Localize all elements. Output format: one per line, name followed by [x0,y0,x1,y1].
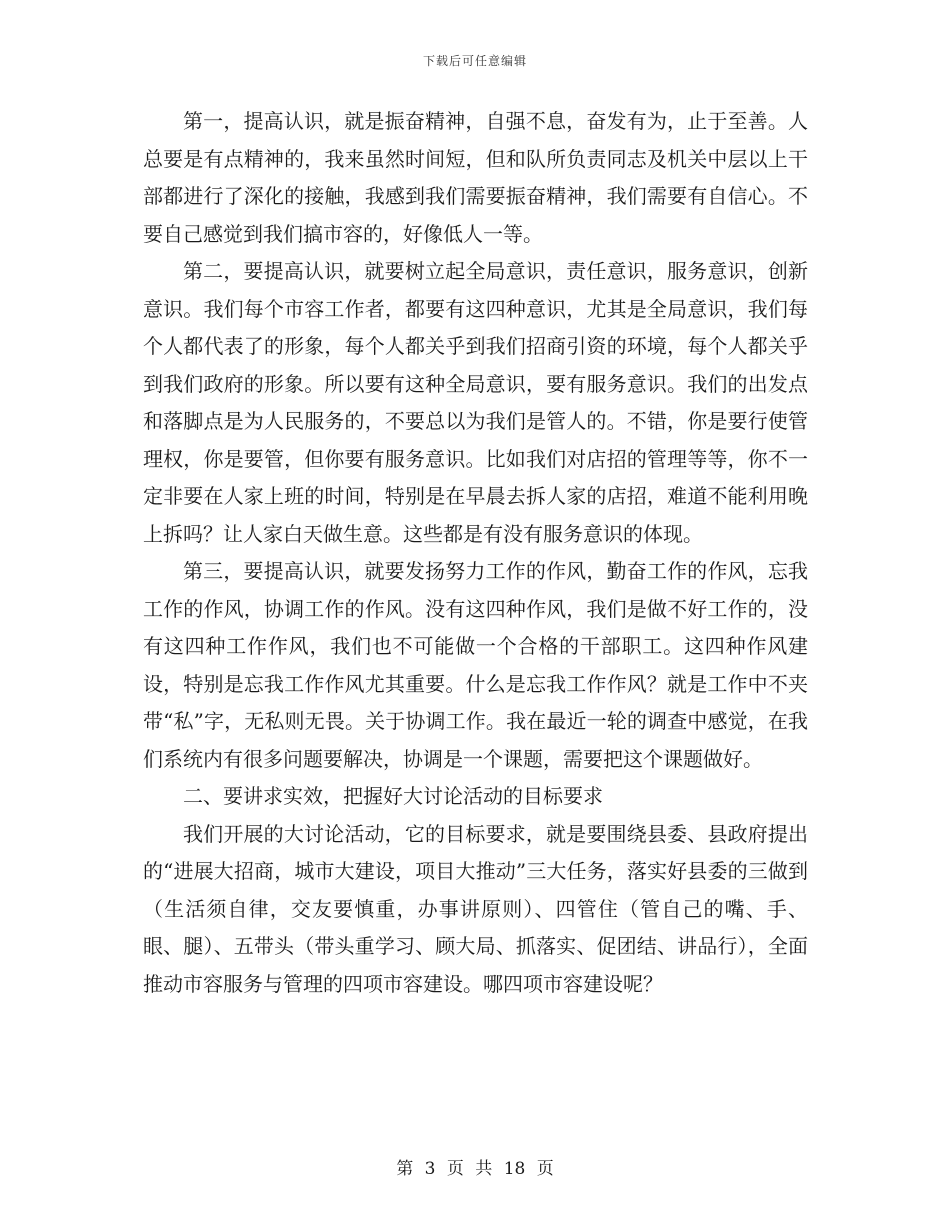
section-heading: 二、要讲求实效，把握好大讨论活动的目标要求 [183,784,603,808]
paragraph: 第二，要提高认识，就要树立起全局意识，责任意识，服务意识，创新意识。我们每个市容工作者，都要有这四种意识，尤其是全局意识，我们每个人都代表了的形象，每个人都关乎到我们招商引资的环境，每个人都关乎到我们政府的形象。所以要有这种全局意识，要有服务意识。我们的出发点和落脚点是为人民服务的，不要总以为我们是管人的。不错，你是要行使管理权，你是要管，但你要有服务意识。比如我们对店招的管理等等，你不一定非要在人家上班的时间，特别是在早晨去拆人家的店招，难道不能利用晚上拆吗？让人家白天做生意。这些都是有没有服务意识的体现。 [143,259,808,546]
paragraph: 第一，提高认识，就是振奋精神，自强不息，奋发有为，止于至善。人总要是有点精神的，我来虽然时间短，但和队所负责同志及机关中层以上干部都进行了深化的接触，我感到我们需要振奋精神，我们需要有自信心。不要自己感觉到我们搞市容的，好像低人一等。 [143,109,808,246]
page-number: 第 3 页 共 18 页 [396,1159,554,1179]
paragraph: 我们开展的大讨论活动，它的目标要求，就是要围绕县委、县政府提出的“进展大招商，城市大建设，项目大推动”三大任务，落实好县委的三做到（生活须自律，交友要慎重，办事讲原则）、四管住（管自己的嘴、手、眼、腿）、五带头（带头重学习、顾大局、抓落实、促团结、讲品行），全面推动市容服务与管理的四项市容建设。哪四项市容建设呢？ [143,821,808,996]
page-header: 下载后可任意编辑 [422,54,527,68]
document-body [143,103,808,1003]
paragraph: 第三，要提高认识，就要发扬努力工作的作风，勤奋工作的作风，忘我工作的作风，协调工作的作风。没有这四种作风，我们是做不好工作的，没有这四种工作作风，我们也不可能做一个合格的干部职工。这四种作风建设，特别是忘我工作作风尤其重要。什么是忘我工作作风？就是工作中不夹带“私”字，无私则无畏。关于协调工作。我在最近一轮的调查中感觉，在我们系统内有很多问题要解决，协调是一个课题，需要把这个课题做好。 [143,559,808,771]
